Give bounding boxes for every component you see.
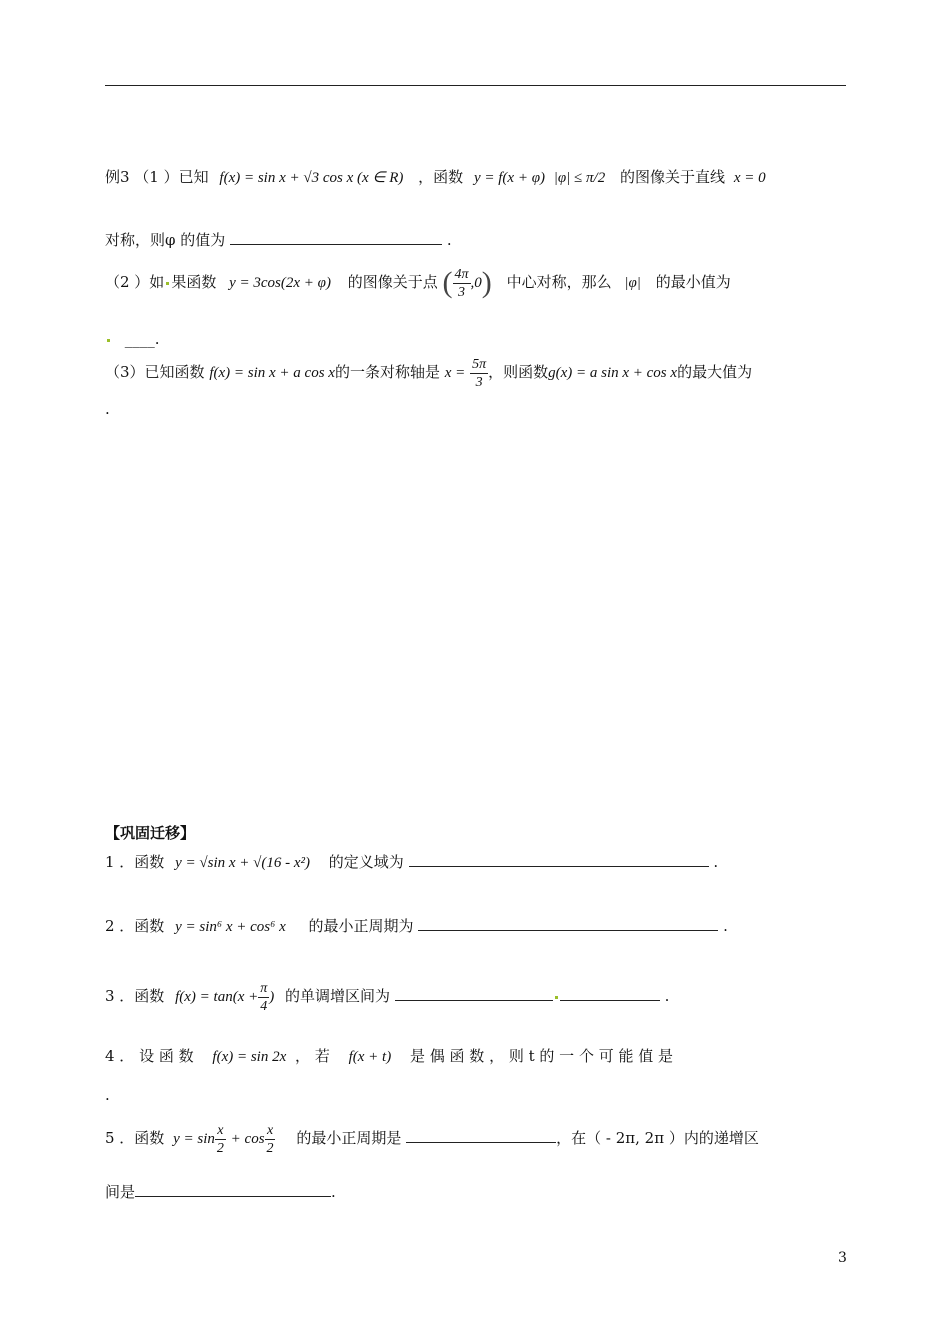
answer-blank[interactable] bbox=[135, 1180, 331, 1197]
e5-tail: 的最小正周期是 bbox=[296, 1129, 402, 1147]
green-dot-mark bbox=[166, 282, 169, 285]
green-dot-mark bbox=[107, 339, 110, 342]
e2-end: . bbox=[723, 917, 728, 935]
p1-func: y = f(x + φ) bbox=[473, 170, 545, 186]
answer-blank[interactable] bbox=[418, 914, 718, 931]
p2-abs: |φ| bbox=[624, 275, 641, 291]
exercise-2 bbox=[105, 914, 728, 938]
e5-label: 5 ．函数 bbox=[105, 1129, 165, 1147]
e5-den2: 2 bbox=[266, 1140, 274, 1156]
green-dot-mark bbox=[555, 996, 558, 999]
p3-den: 3 bbox=[475, 374, 483, 390]
e4-tail: 是 偶 函 数 ， 则 t 的 一 个 可 能 值 是 bbox=[410, 1047, 674, 1065]
e4-mid: ， 若 bbox=[295, 1047, 330, 1065]
p1-line2: 对称，则φ 的值为 bbox=[105, 231, 226, 249]
answer-blank[interactable] bbox=[230, 228, 442, 245]
e1-label: 1 ．函数 bbox=[105, 853, 165, 871]
p3-end: . bbox=[105, 400, 110, 418]
p1-line: x = 0 bbox=[733, 170, 766, 186]
example3-part3 bbox=[105, 354, 752, 391]
example3-part3-line2 bbox=[105, 398, 110, 420]
example3-part1 bbox=[105, 166, 766, 189]
e3-end: . bbox=[664, 987, 670, 1005]
p2-tail: 中心对称，那么 bbox=[506, 273, 612, 291]
p3-tail: ，则函数 bbox=[488, 363, 549, 381]
e5-line2: 间是 bbox=[105, 1183, 136, 1201]
p2-tail2: 的最小值为 bbox=[655, 273, 731, 291]
example3-part2 bbox=[105, 262, 731, 303]
exercise-3 bbox=[105, 978, 669, 1015]
p2-point-num: 4π bbox=[454, 266, 469, 282]
p1-tail: 的图像关于直线 bbox=[620, 168, 726, 186]
e5-end: . bbox=[331, 1183, 336, 1201]
header-rule bbox=[105, 85, 846, 86]
section-title: 【巩固迁移】 bbox=[105, 824, 196, 842]
p1-mid: ，函数 bbox=[418, 168, 464, 186]
p2-label: （2 ）如 bbox=[105, 273, 165, 291]
e2-tail: 的最小正周期为 bbox=[308, 917, 414, 935]
p2-point-tail: ,0 bbox=[470, 275, 482, 291]
p3-g: g(x) = a sin x + cos x bbox=[548, 365, 678, 381]
p3-tail2: 的最大值为 bbox=[677, 363, 753, 381]
answer-blank[interactable] bbox=[560, 984, 660, 1001]
p2-func: y = 3cos(2x + φ) bbox=[229, 275, 331, 291]
p3-func: f(x) = sin x + a cos x bbox=[209, 365, 335, 381]
e5-plus: + cos bbox=[230, 1131, 265, 1147]
e5-num2: x bbox=[266, 1122, 274, 1138]
exercise-5-line2 bbox=[105, 1180, 336, 1203]
p3-label: （3）已知函数 bbox=[105, 363, 205, 381]
exercise-5 bbox=[105, 1120, 759, 1157]
p1-label: 例3 （1 ）已知 bbox=[105, 168, 209, 186]
e5-num1: x bbox=[217, 1122, 224, 1138]
e5-mid: ，在（ - 2π, 2π ）内的递增区 bbox=[556, 1129, 759, 1147]
p1-fx: f(x) = sin x + √3 cos x (x ∈ R) bbox=[219, 170, 404, 186]
e3-tail: 的单调增区间为 bbox=[285, 987, 391, 1005]
p3-num: 5π bbox=[472, 356, 487, 372]
e4-func: f(x) = sin 2x bbox=[212, 1049, 287, 1065]
e3-den: 4 bbox=[260, 998, 268, 1014]
e2-func: y = sin⁶ x + cos⁶ x bbox=[175, 919, 286, 935]
p2-label2: 果函数 bbox=[171, 273, 217, 291]
p2-mid: 的图像关于点 bbox=[347, 273, 438, 291]
e4-end: . bbox=[105, 1086, 110, 1104]
p3-axis: x = bbox=[444, 365, 466, 381]
page-number: 3 bbox=[838, 1250, 847, 1266]
e3-label: 3 ．函数 bbox=[105, 987, 165, 1005]
p2-end: ____. bbox=[124, 330, 160, 348]
e5-fraction-1 bbox=[215, 1122, 226, 1157]
exercise-1 bbox=[105, 850, 718, 874]
p3-fraction bbox=[470, 356, 488, 391]
e1-tail: 的定义域为 bbox=[328, 853, 404, 871]
p3-mid: 的一条对称轴是 bbox=[334, 363, 440, 381]
answer-blank[interactable] bbox=[406, 1126, 556, 1143]
answer-blank[interactable] bbox=[395, 984, 553, 1001]
e1-end: . bbox=[713, 853, 719, 871]
e3-fraction bbox=[258, 980, 269, 1015]
left-paren: ( bbox=[442, 266, 453, 299]
e3-func: f(x) = tan(x + bbox=[175, 989, 259, 1005]
p2-point-den: 3 bbox=[458, 284, 466, 300]
exercise-4 bbox=[105, 1045, 673, 1068]
e5-fraction-2 bbox=[265, 1122, 276, 1157]
exercise-4-line2 bbox=[105, 1084, 110, 1106]
p2-point-fraction bbox=[453, 266, 471, 301]
e4-fxt: f(x + t) bbox=[348, 1049, 392, 1065]
right-paren: ) bbox=[481, 266, 492, 299]
e1-func: y = √sin x + √(16 - x²) bbox=[175, 855, 311, 871]
p1-cond: |φ| ≤ π/2 bbox=[553, 170, 606, 186]
example3-part1-line2 bbox=[105, 228, 452, 251]
answer-blank[interactable] bbox=[409, 850, 709, 867]
e3-close: ) bbox=[269, 989, 275, 1005]
e2-label: 2 ．函数 bbox=[105, 917, 165, 935]
e5-den1: 2 bbox=[216, 1140, 224, 1156]
e4-label: 4 ． 设 函 数 bbox=[105, 1047, 194, 1065]
p1-end: . bbox=[446, 231, 452, 249]
e3-num: π bbox=[260, 980, 268, 996]
e5-func-a: y = sin bbox=[173, 1131, 215, 1147]
example3-part2-line2 bbox=[105, 328, 160, 350]
